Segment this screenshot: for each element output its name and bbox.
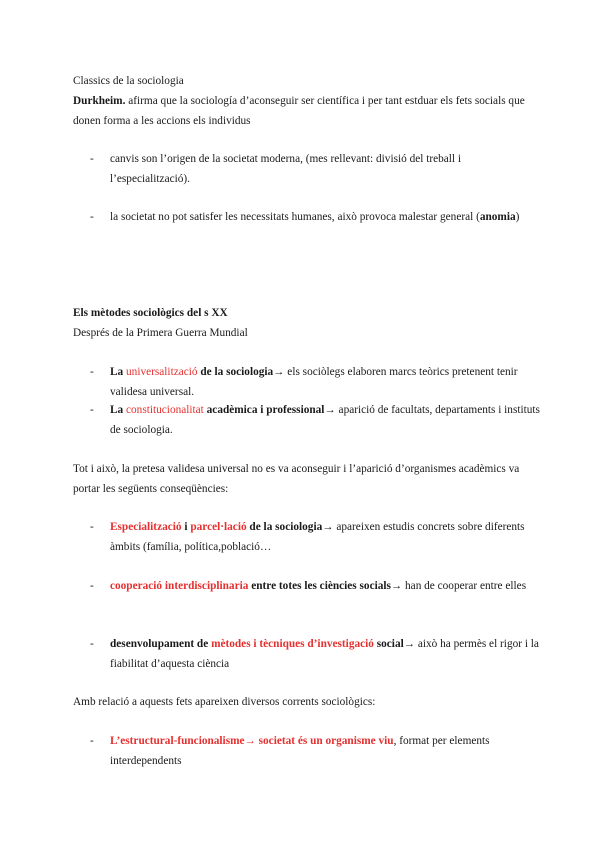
section-heading-methods: Els mètodes sociològics del s XX [73, 307, 228, 319]
durkheim-name: Durkheim. [73, 95, 126, 107]
bullet-dash: - [90, 153, 94, 165]
list-item: - cooperació interdisciplinaria entre totes les ciències socials→ han de cooperar entre elles [73, 576, 543, 596]
bullet-dash: - [90, 638, 94, 650]
bullet-dash: - [90, 580, 94, 592]
bullet-dash: - [90, 366, 94, 378]
durkheim-paragraph: Durkheim. afirma que la sociología d’aconseguir ser científica i per tant estduar els fets socials que donen forma a les accions els individus [73, 95, 525, 127]
section-subtitle: Després de la Primera Guerra Mundial [73, 327, 248, 339]
list-item: - La constitucionalitat acadèmica i professional→ aparició de facultats, departaments i instituts de sociologia. [73, 400, 543, 440]
bullet-dash: - [90, 404, 94, 416]
list-item: - desenvolupament de mètodes i tècniques d’investigació social→ això ha permès el rigor i la fiabilitat d’aquesta ciència [73, 634, 543, 674]
list-item: - la societat no pot satisfer les necessitats humanes, això provoca malestar general (anomia) [73, 207, 543, 227]
bullet-dash: - [90, 521, 94, 533]
list-item: - La universalització de la sociologia→ els sociòlegs elaboren marcs teòrics pretenent tenir validesa universal. [73, 362, 543, 402]
list-item: - canvis son l’origen de la societat moderna, (mes rellevant: divisió del treball i l’especialització). [73, 149, 543, 189]
list-item: - L’estructural-funcionalisme→ societat és un organisme viu, format per elements interdependents [73, 731, 543, 771]
consequences-paragraph: Tot i això, la pretesa validesa universal no es va aconseguir i l’aparició d’organismes acadèmics va portar les següents conseqüències: [73, 463, 520, 495]
bullet-dash: - [90, 735, 94, 747]
section-heading-classics: Classics de la sociologia [73, 75, 184, 87]
list-item: - Especialització i parcel·lació de la sociologia→ apareixen estudis concrets sobre diferents àmbits (família, política,població… [73, 517, 543, 557]
currents-paragraph: Amb relació a aquests fets apareixen diversos corrents sociològics: [73, 696, 376, 708]
bullet-dash: - [90, 211, 94, 223]
